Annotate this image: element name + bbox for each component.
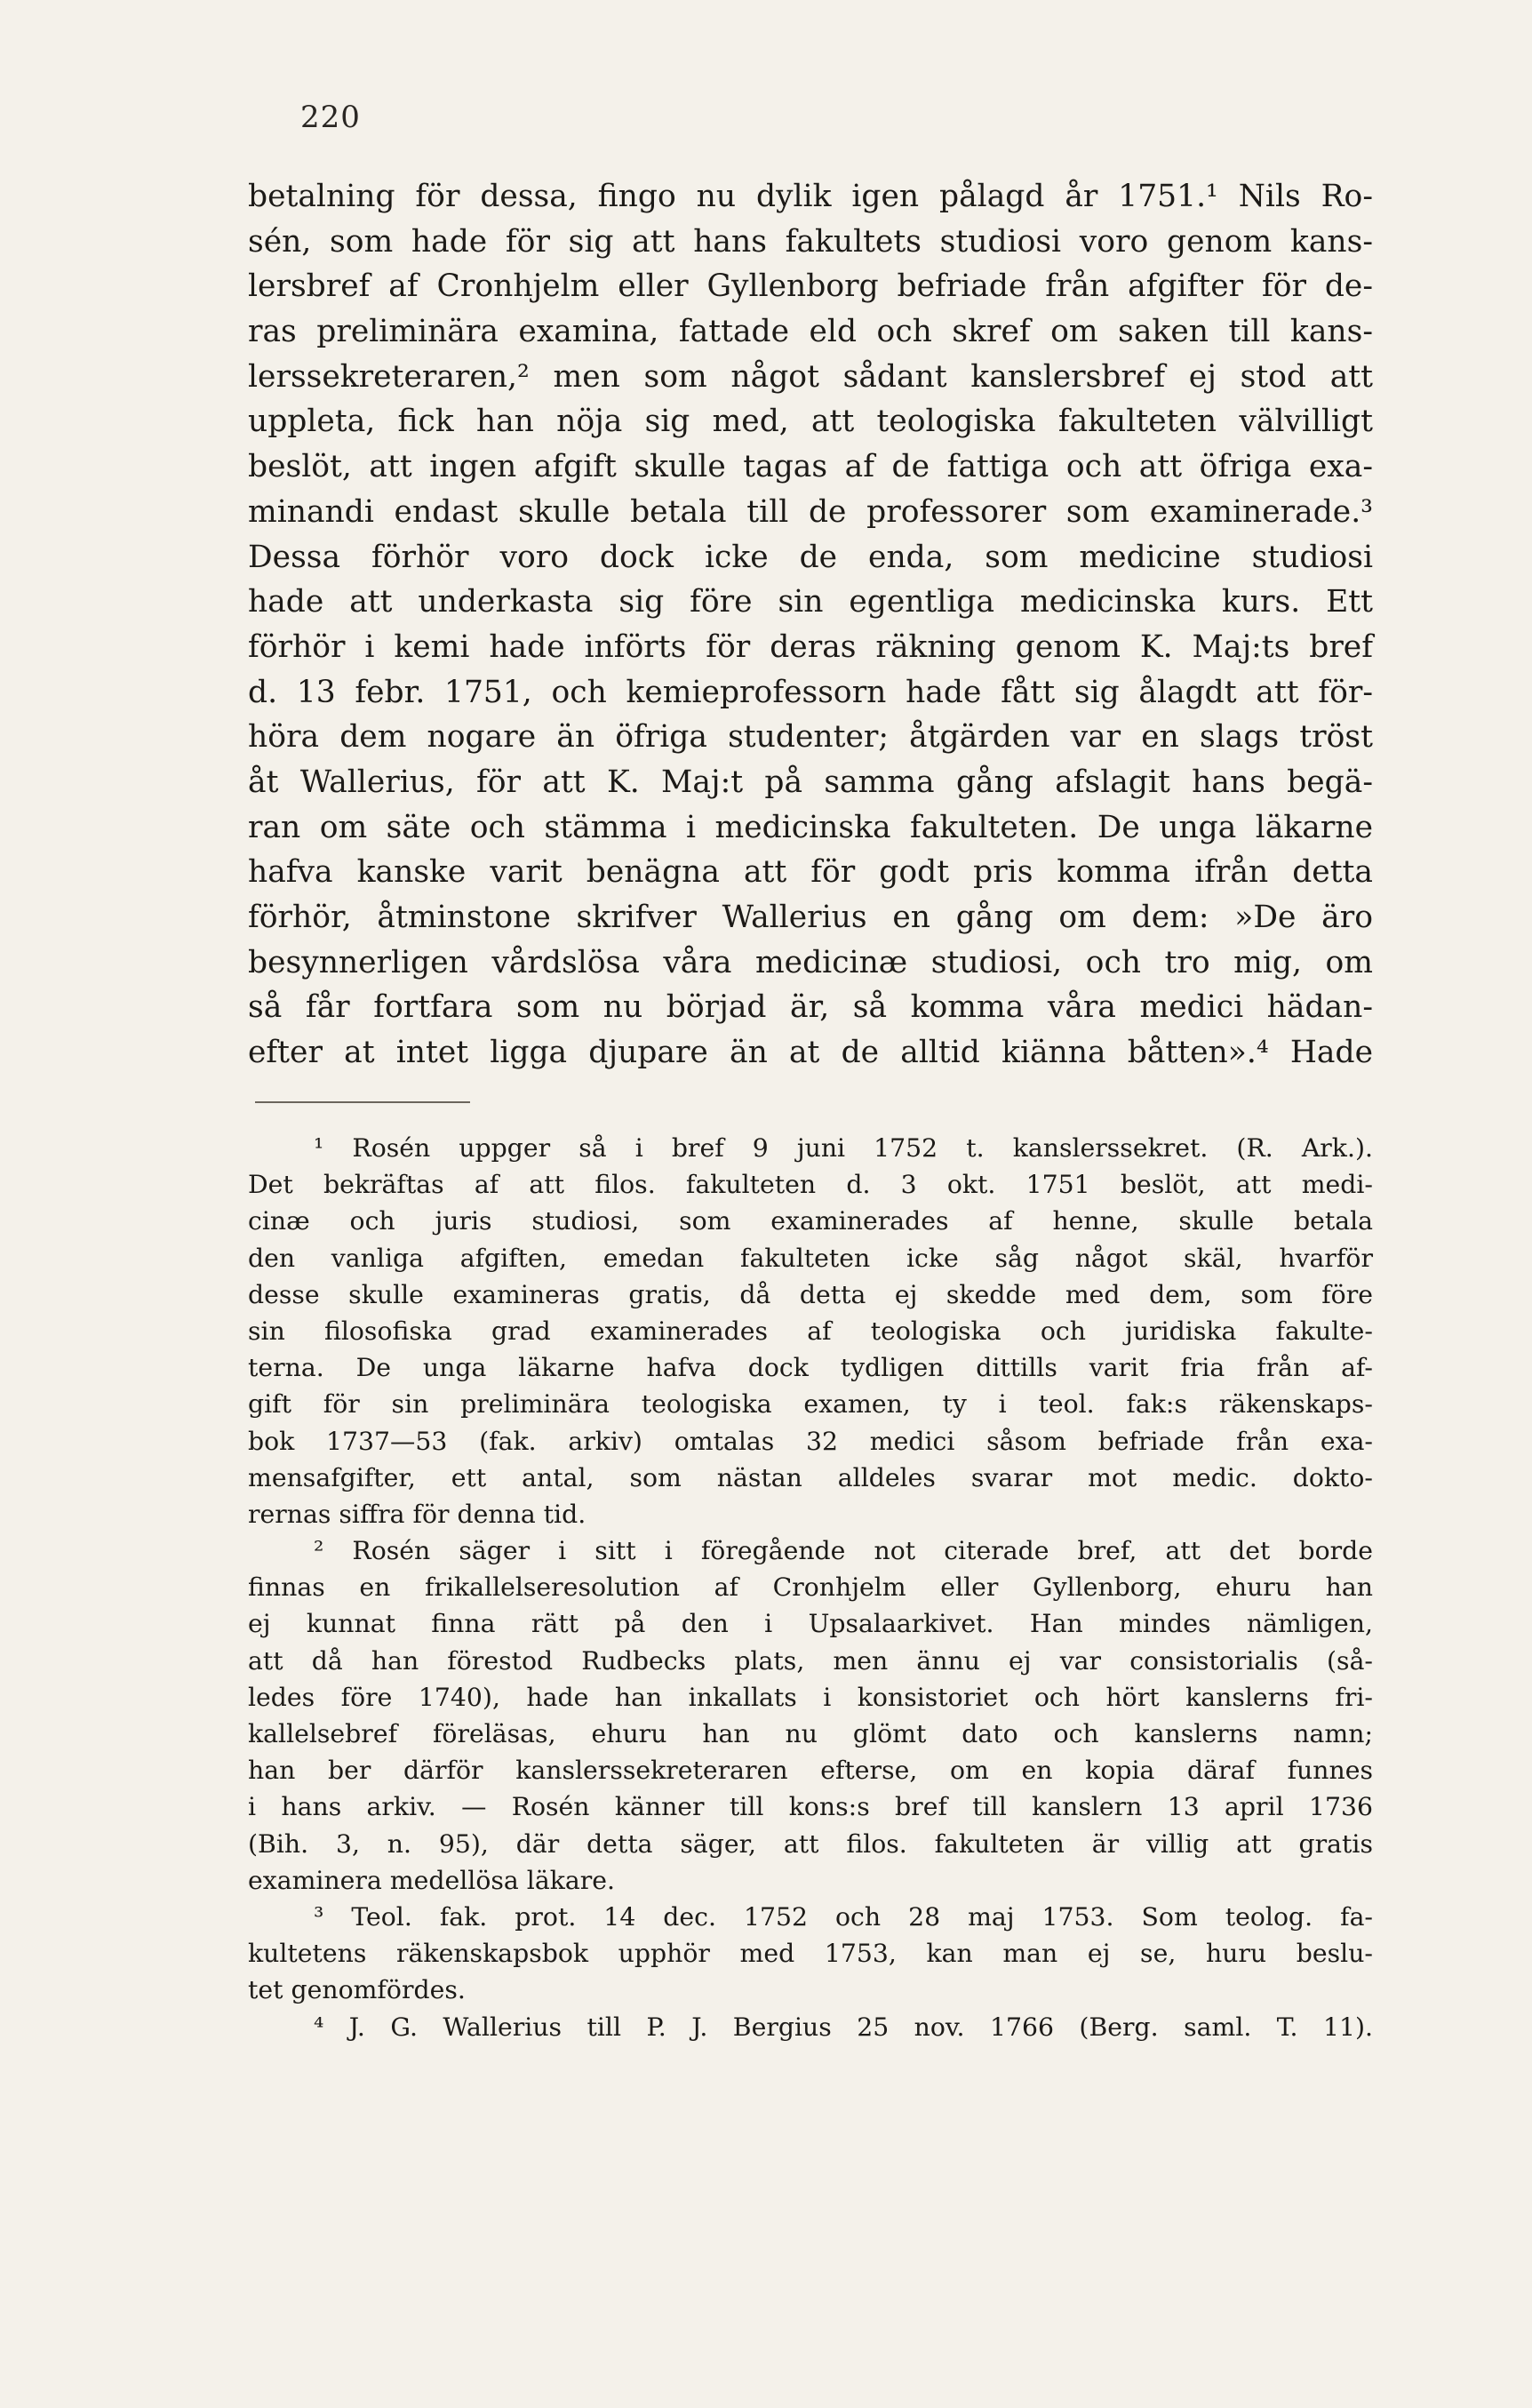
text-line: så får fortfara som nu börjad är, så komma våra medici hädan-: [248, 989, 1373, 1026]
text-line: Dessa förhör voro dock icke de enda, som medicine studiosi: [248, 539, 1373, 575]
text-line: besynnerligen vårdslösa våra medicinæ studiosi, och tro mig, om: [248, 944, 1373, 980]
footnote-4: [248, 2009, 1373, 2045]
footnote-line: tet genomfördes.: [248, 1975, 466, 2005]
footnote-line: gift för sin preliminära teologiska examen, ty i teol. fak:s räkenskaps-: [248, 1389, 1373, 1420]
footnote-line: sin filosofiska grad examinerades af teologiska och juridiska fakulte-: [248, 1316, 1373, 1346]
footnote-line: ⁴ J. G. Wallerius till P. J. Bergius 25 nov. 1766 (Berg. saml. T. 11).: [314, 2012, 1373, 2042]
footnote-2: [248, 1532, 1373, 1899]
footnote-line: ² Rosén säger i sitt i föregående not citerade bref, att det borde: [314, 1536, 1373, 1566]
text-line: förhör i kemi hade införts för deras räkning genom K. Maj:ts bref: [248, 628, 1373, 665]
text-line: förhör, åtminstone skrifver Wallerius en gång om dem: »De äro: [248, 900, 1373, 935]
text-line: lerssekreteraren,² men som något sådant kanslersbref ej stod att: [248, 358, 1373, 395]
text-line: d. 13 febr. 1751, och kemieprofessorn hade fått sig ålagdt att för-: [248, 674, 1373, 710]
footnote-line: finnas en frikallelseresolution af Cronhjelm eller Gyllenborg, ehuru han: [248, 1572, 1373, 1603]
text-line: sén, som hade för sig att hans fakultets studiosi voro genom kans-: [248, 223, 1373, 260]
text-line: beslöt, att ingen afgift skulle tagas af de fattiga och att öfriga exa-: [248, 449, 1373, 485]
text-line: åt Wallerius, för att K. Maj:t på samma gång afslagit hans begä-: [248, 764, 1373, 800]
page-number: 220: [300, 100, 361, 135]
text-line: efter at intet ligga djupare än at de alltid kiänna båtten».⁴ Hade: [248, 1035, 1373, 1071]
footnote-line: desse skulle examineras gratis, då detta ej skedde med dem, som före: [248, 1279, 1373, 1309]
footnote-line: terna. De unga läkarne hafva dock tydligen dittills varit fria från af-: [248, 1353, 1373, 1383]
footnote-line: ledes före 1740), hade han inkallats i konsistoriet och hört kanslerns fri-: [248, 1682, 1373, 1712]
text-line: hafva kanske varit benägna att för godt pris komma ifrån detta: [248, 854, 1373, 891]
text-line: höra dem nogare än öfriga studenter; åtgärden var en slags tröst: [248, 719, 1373, 756]
text-line: ran om säte och stämma i medicinska fakulteten. De unga läkarne: [248, 809, 1373, 845]
footnote-line: (Bih. 3, n. 95), där detta säger, att filos. fakulteten är villig att gratis: [248, 1828, 1373, 1859]
footnote-line: Det bekräftas af att filos. fakulteten d. 3 okt. 1751 beslöt, att medi-: [248, 1170, 1373, 1200]
footnote-line: han ber därför kanslerssekreteraren efterse, om en kopia däraf funnes: [248, 1756, 1373, 1786]
footnote-line: ej kunnat finna rätt på den i Upsalaarkivet. Han mindes nämligen,: [248, 1609, 1373, 1639]
footnote-line: cinæ och juris studiosi, som examinerades af henne, skulle betala: [248, 1206, 1373, 1236]
footnote-divider: [255, 1101, 470, 1103]
footnotes: [248, 1130, 1373, 2045]
text-line: ras preliminära examina, fattade eld och skref om saken till kans-: [248, 314, 1373, 350]
text-line: lersbref af Cronhjelm eller Gyllenborg befriade från afgifter för de-: [248, 268, 1373, 305]
footnote-1: [248, 1130, 1373, 1532]
text-line: uppleta, fick han nöja sig med, att teologiska fakulteten välvilligt: [248, 404, 1373, 440]
footnote-line: rernas siffra för denna tid.: [248, 1499, 586, 1529]
footnote-line: kallelsebref föreläsas, ehuru han nu glömt dato och kanslerns namn;: [248, 1719, 1373, 1748]
footnote-3: [248, 1899, 1373, 2009]
footnote-line: bok 1737—53 (fak. arkiv) omtalas 32 medici såsom befriade från exa-: [248, 1426, 1373, 1456]
text-line: betalning för dessa, fingo nu dylik igen pålagd år 1751.¹ Nils Ro-: [248, 179, 1373, 214]
footnote-line: ¹ Rosén uppger så i bref 9 juni 1752 t. kanslerssekret. (R. Ark.).: [314, 1133, 1373, 1163]
text-line: minandi endast skulle betala till de professorer som examinerade.³: [248, 493, 1373, 530]
footnote-line: ³ Teol. fak. prot. 14 dec. 1752 och 28 maj 1753. Som teolog. fa-: [314, 1901, 1373, 1932]
footnote-line: examinera medellösa läkare.: [248, 1865, 615, 1895]
footnote-line: i hans arkiv. — Rosén känner till kons:s bref till kanslern 13 april 1736: [248, 1792, 1373, 1822]
text-line: hade att underkasta sig före sin egentliga medicinska kurs. Ett: [248, 584, 1373, 620]
main-text: [248, 174, 1373, 1076]
footnote-line: den vanliga afgiften, emedan fakulteten icke såg något skäl, hvarför: [248, 1243, 1373, 1273]
footnote-line: mensafgifter, ett antal, som nästan alldeles svarar mot medic. dokto-: [248, 1462, 1373, 1492]
footnote-line: kultetens räkenskapsbok upphör med 1753, kan man ej se, huru beslu-: [248, 1939, 1373, 1969]
footnote-line: att då han förestod Rudbecks plats, men ännu ej var consistorialis (så-: [248, 1645, 1373, 1676]
